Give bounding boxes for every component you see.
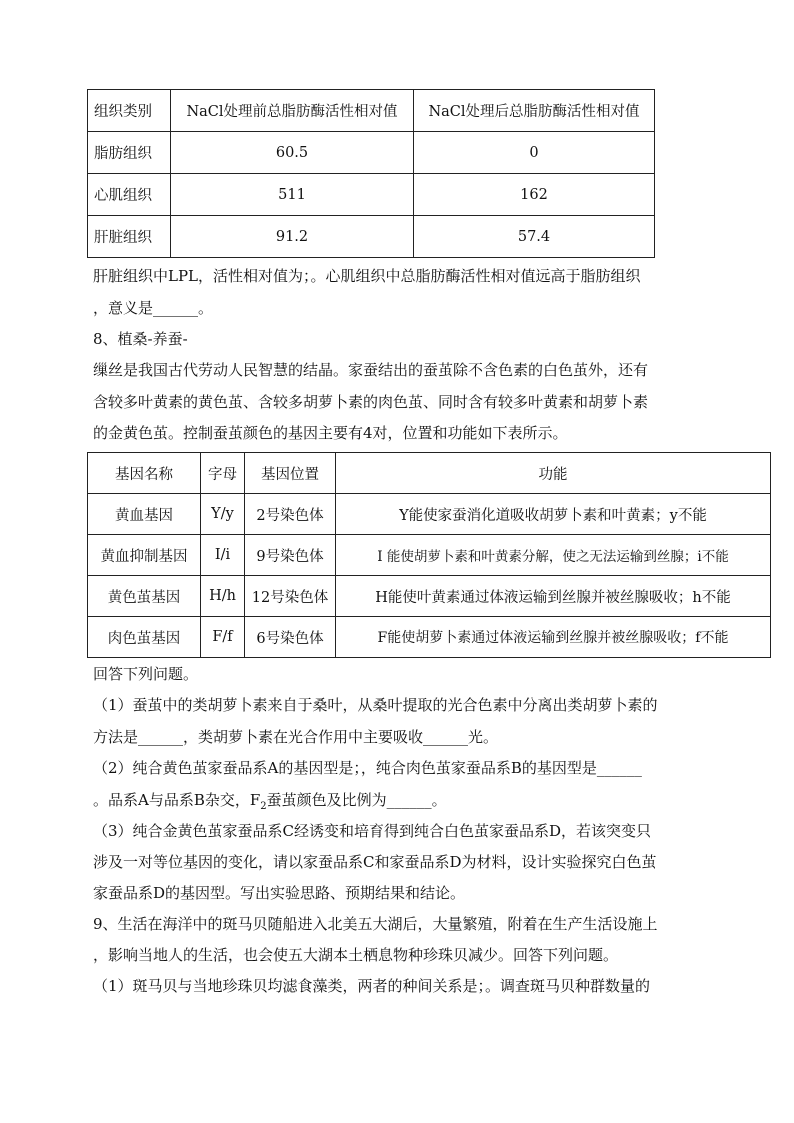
paragraph-line: 肝脏组织中LPL，活性相对值为；。心肌组织中总脂肪酶活性相对值远高于脂肪组织 bbox=[93, 267, 641, 285]
table-cell: 脂肪组织 bbox=[88, 132, 171, 174]
table-cell: F能使胡萝卜素通过体液运输到丝腺并被丝腺吸收；f不能 bbox=[336, 617, 771, 658]
table-cell: 12号染色体 bbox=[245, 576, 336, 617]
table-cell: 57.4 bbox=[414, 216, 655, 258]
table-row bbox=[88, 576, 771, 617]
table-cell: 9号染色体 bbox=[245, 535, 336, 576]
table-cell: 肝脏组织 bbox=[88, 216, 171, 258]
paragraph-line: （1）蚕茧中的类胡萝卜素来自于桑叶，从桑叶提取的光合色素中分离出类胡萝卜素的 bbox=[93, 696, 658, 714]
paragraph-line: （1）斑马贝与当地珍珠贝均滤食藻类，两者的种间关系是；。调查斑马贝种群数量的 bbox=[93, 977, 651, 995]
paragraph-line: ，影响当地人的生活，也会使五大湖本土栖息物种珍珠贝减少。回答下列问题。 bbox=[93, 946, 619, 964]
paragraph-line: 方法是______，类胡萝卜素在光合作用中主要吸收______光。 bbox=[93, 728, 499, 746]
subscript: 2 bbox=[260, 801, 267, 812]
table-cell: 0 bbox=[414, 132, 655, 174]
table-cell: 60.5 bbox=[171, 132, 414, 174]
table-row bbox=[88, 535, 771, 576]
table-row bbox=[88, 494, 771, 535]
table-header-cell: 基因位置 bbox=[245, 453, 336, 494]
table-cell: 6号染色体 bbox=[245, 617, 336, 658]
gene-table bbox=[87, 452, 771, 658]
table-header-cell: 组织类别 bbox=[88, 90, 171, 132]
table-header-cell: NaCl处理前总脂肪酶活性相对值 bbox=[171, 90, 414, 132]
paragraph-line: 的金黄色茧。控制蚕茧颜色的基因主要有4对，位置和功能如下表所示。 bbox=[93, 424, 568, 442]
table-cell: H/h bbox=[201, 576, 245, 617]
table-cell: 心肌组织 bbox=[88, 174, 171, 216]
table-header-cell: 基因名称 bbox=[88, 453, 201, 494]
enzyme-activity-table bbox=[87, 89, 655, 258]
paragraph-line: （2）纯合黄色茧家蚕品系A的基因型是；，纯合肉色茧家蚕品系B的基因型是______ bbox=[93, 759, 642, 777]
table-header-cell: 功能 bbox=[336, 453, 771, 494]
text-fragment: 。品系A与品系B杂交，F bbox=[93, 791, 261, 809]
table-header-row bbox=[88, 453, 771, 494]
table-cell: Y能使家蚕消化道吸收胡萝卜素和叶黄素；y不能 bbox=[336, 494, 771, 535]
table-cell: 2号染色体 bbox=[245, 494, 336, 535]
paragraph-line bbox=[93, 790, 447, 810]
table-header-cell: NaCl处理后总脂肪酶活性相对值 bbox=[414, 90, 655, 132]
paragraph-line: 回答下列问题。 bbox=[93, 665, 199, 683]
table-cell: 511 bbox=[171, 174, 414, 216]
table-cell: 黄色茧基因 bbox=[88, 576, 201, 617]
paragraph-line: 涉及一对等位基因的变化，请以家蚕品系C和家蚕品系D为材料，设计实验探究白色茧 bbox=[93, 853, 657, 871]
text-fragment: 蚕茧颜色及比例为______。 bbox=[266, 791, 447, 809]
question-title: 8、植桑-养蚕- bbox=[93, 330, 188, 348]
table-row bbox=[88, 617, 771, 658]
table-cell: F/f bbox=[201, 617, 245, 658]
table-cell: 黄血基因 bbox=[88, 494, 201, 535]
table-cell: 162 bbox=[414, 174, 655, 216]
paragraph-line: ，意义是______。 bbox=[93, 299, 214, 317]
table-header-cell: 字母 bbox=[201, 453, 245, 494]
paragraph-line: 缫丝是我国古代劳动人民智慧的结晶。家蚕结出的蚕茧除不含色素的白色茧外，还有 bbox=[93, 361, 649, 379]
table-cell: 黄血抑制基因 bbox=[88, 535, 201, 576]
paragraph-line: 家蚕品系D的基因型。写出实验思路、预期结果和结论。 bbox=[93, 884, 466, 902]
table-header-row bbox=[88, 90, 655, 132]
paragraph-line: 含较多叶黄素的黄色茧、含较多胡萝卜素的肉色茧、同时含有较多叶黄素和胡萝卜素 bbox=[93, 393, 649, 411]
table-cell: H能使叶黄素通过体液运输到丝腺并被丝腺吸收；h不能 bbox=[336, 576, 771, 617]
paragraph-line: 9、生活在海洋中的斑马贝随船进入北美五大湖后，大量繁殖，附着在生产生活设施上 bbox=[93, 915, 658, 933]
table-cell: Y/y bbox=[201, 494, 245, 535]
table-cell: 肉色茧基因 bbox=[88, 617, 201, 658]
paragraph-line: （3）纯合金黄色茧家蚕品系C经诱变和培育得到纯合白色茧家蚕品系D，若该突变只 bbox=[93, 822, 652, 840]
table-cell: 91.2 bbox=[171, 216, 414, 258]
table-cell: I/i bbox=[201, 535, 245, 576]
table-cell: I 能使胡萝卜素和叶黄素分解，使之无法运输到丝腺；i不能 bbox=[336, 535, 771, 576]
table-row bbox=[88, 216, 655, 258]
table-row bbox=[88, 132, 655, 174]
table-row bbox=[88, 174, 655, 216]
